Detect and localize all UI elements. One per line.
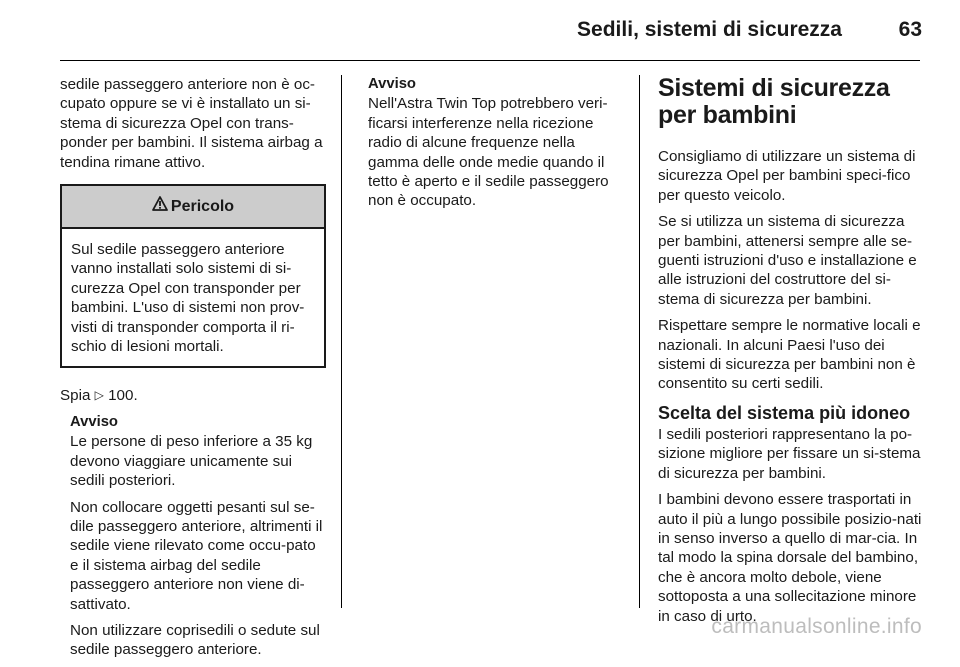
- warning-triangle-icon: [152, 196, 168, 216]
- body-paragraph: Rispettare sempre le normative locali e nazionali. In alcuni Paesi l'uso dei sistemi di sicurezza per bambini non è consentito su certi sedili.: [658, 317, 921, 393]
- column-divider-2: [639, 75, 640, 608]
- danger-title: Pericolo: [170, 197, 235, 215]
- reference-arrow-icon: ▷: [94, 388, 104, 403]
- column-1: [60, 75, 326, 667]
- danger-text: Sul sedile passeggero anteriore vanno installati solo sistemi di si-curezza Opel con transponder per bambini. L'uso di sistemi non prov-visti di transponder comporta il ri-schio di lesioni mortali.: [71, 241, 305, 356]
- page-number: 63: [898, 18, 922, 41]
- notice-title: Avviso: [368, 76, 416, 92]
- danger-header: [62, 186, 324, 229]
- body-paragraph: Se si utilizza un sistema di sicurezza per bambini, attenersi sempre alle se-guenti istruzioni d'uso e installazione e alle istruzioni del costruttore del si-stema di sicurezza per bambini.: [658, 213, 917, 308]
- body-paragraph: Consigliamo di utilizzare un sistema di sicurezza Opel per bambini speci-fico per questo veicolo.: [658, 148, 916, 204]
- body-paragraph: I bambini devono essere trasportati in auto il più a lungo possibile posizio-nati in senso inverso a quello di mar-cia. In tal modo la spina dorsale del bambino, che è ancora molto debole, viene sottoposta a una sollecitazione minore in caso di urto.: [658, 491, 922, 625]
- notice-block-1: [60, 413, 326, 660]
- column-divider-1: [341, 75, 342, 608]
- section-heading: Sistemi di sicurezza per bambini: [658, 74, 890, 129]
- notice-title: Avviso: [70, 413, 118, 430]
- body-paragraph: I sedili posteriori rappresentano la po-sizione migliore per fissare un si-stema di sicurezza per bambini.: [658, 425, 921, 482]
- notice-paragraph: Non utilizzare coprisedili o sedute sul sedile passeggero anteriore.: [70, 621, 320, 659]
- notice-paragraph: Nell'Astra Twin Top potrebbero veri-ficarsi interferenze nella ricezione radio di alcune frequenze nella gamma delle onde medie quando il tetto è aperto e il sedile passeggero non è occupato.: [368, 95, 609, 210]
- spia-reference: [60, 386, 326, 405]
- column-2: [368, 75, 624, 218]
- intro-paragraph: sedile passeggero anteriore non è oc-cupato oppure se vi è installato un si-stema di sicurezza Opel con trans-ponder per bambini. Il sistema airbag a tendina rimane attivo.: [60, 76, 323, 171]
- danger-box: [60, 184, 326, 368]
- spia-page-ref[interactable]: 100.: [108, 387, 138, 405]
- notice-paragraph: Non collocare oggetti pesanti sul se-dile passeggero anteriore, altrimenti il sedile viene rilevato come occu-pato e il sistema airbag del sedile passeggero anteriore non viene di-sattivato.: [70, 498, 323, 613]
- column-3: [658, 75, 922, 633]
- spia-label: Spia: [60, 387, 91, 405]
- page-title: Sedili, sistemi di sicurezza: [577, 18, 842, 41]
- page-header: [0, 0, 960, 60]
- watermark: carmanualsonline.info: [711, 615, 922, 638]
- header-divider: [60, 60, 920, 61]
- notice-paragraph: Le persone di peso inferiore a 35 kg devono viaggiare unicamente sui sedili posteriori.: [70, 433, 313, 490]
- subsection-heading: Scelta del sistema più idoneo: [658, 402, 911, 423]
